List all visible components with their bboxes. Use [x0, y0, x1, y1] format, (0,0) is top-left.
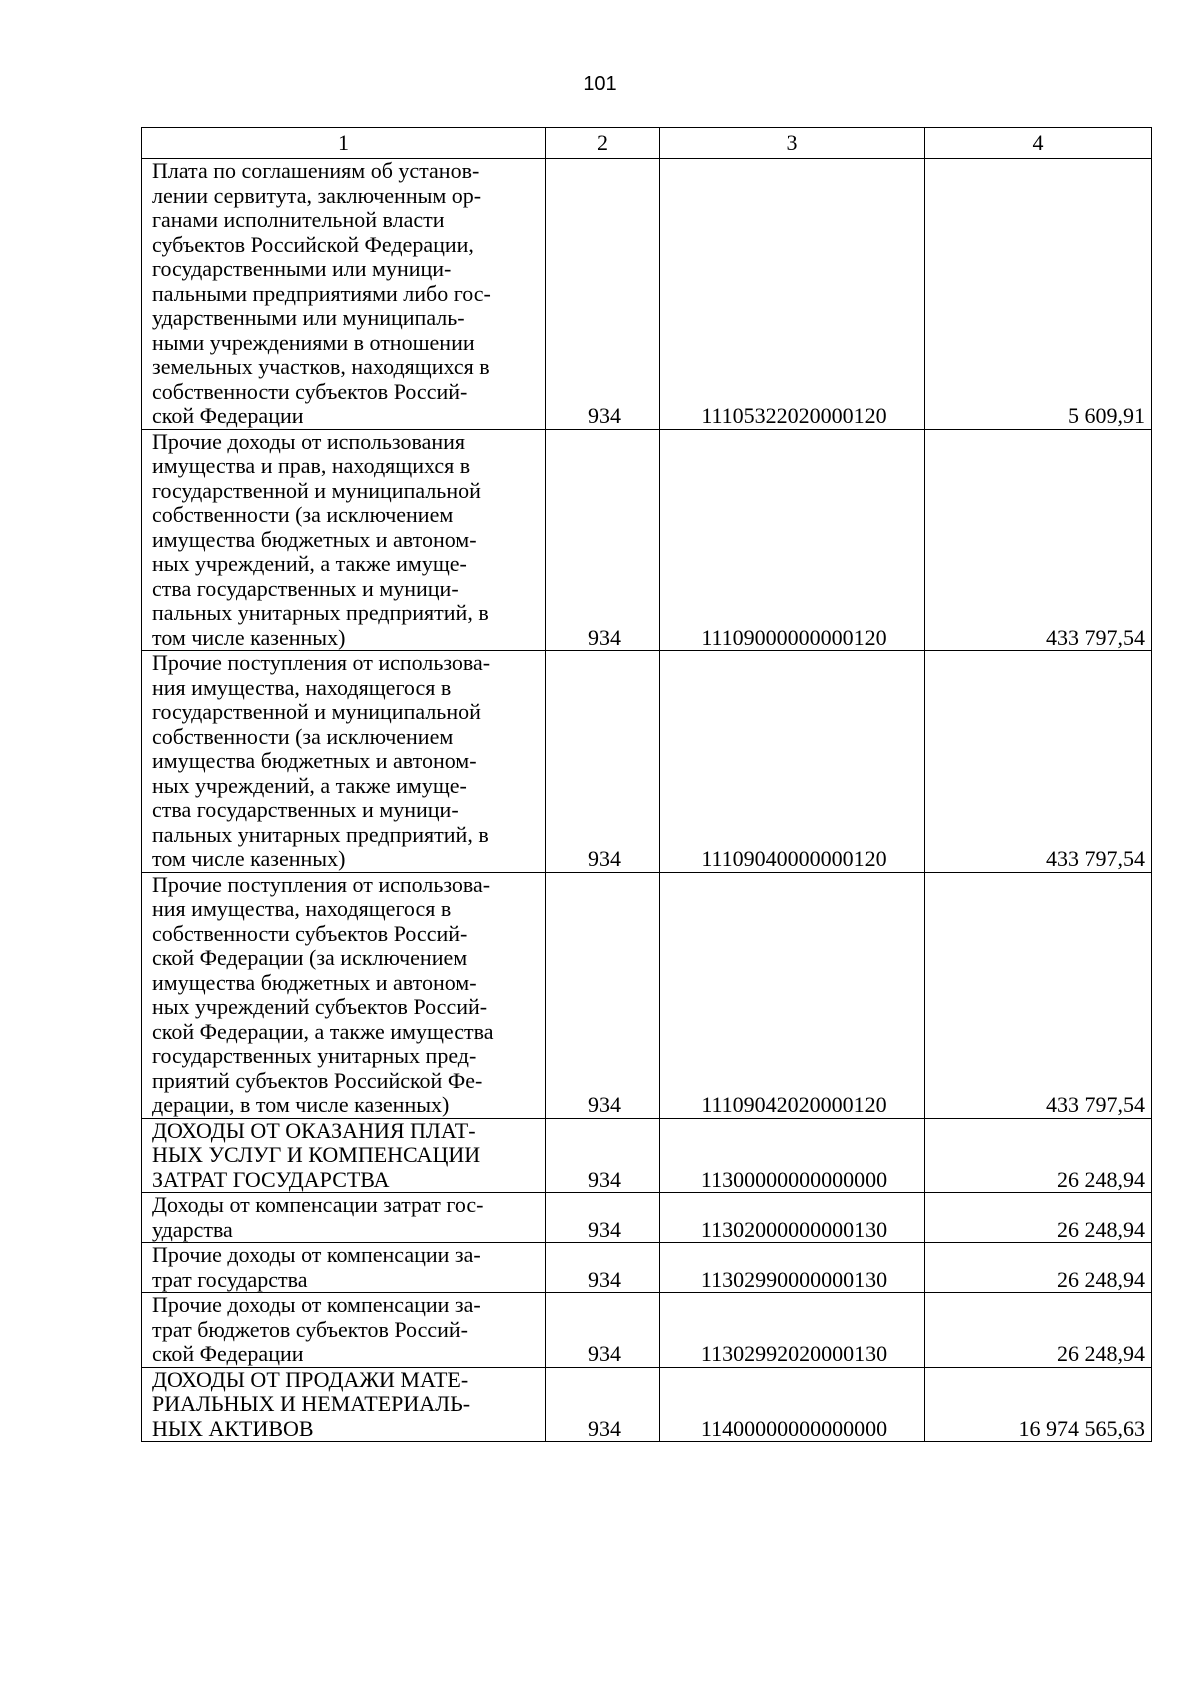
- row-admin-code: 934: [546, 159, 660, 430]
- row-name-cell: [142, 651, 546, 873]
- row-name: Прочие доходы от компенсации за- трат государства: [152, 1242, 481, 1292]
- row-amount: 433 797,54: [925, 651, 1152, 873]
- row-name: ДОХОДЫ ОТ ПРОДАЖИ МАТЕ- РИАЛЬНЫХ И НЕМАТЕРИАЛЬ- НЫХ АКТИВОВ: [152, 1367, 471, 1441]
- row-admin-code: 934: [546, 1367, 660, 1442]
- row-amount: 16 974 565,63: [925, 1367, 1152, 1442]
- row-name: Прочие доходы от компенсации за- трат бюджетов субъектов Россий- ской Федерации: [152, 1292, 481, 1366]
- column-header-2: 2: [546, 128, 660, 159]
- row-name-cell: [142, 1293, 546, 1368]
- table-row: [142, 1118, 1152, 1193]
- row-name-cell: [142, 1118, 546, 1193]
- row-amount: 26 248,94: [925, 1293, 1152, 1368]
- column-header-1: 1: [142, 128, 546, 159]
- row-name-cell: [142, 159, 546, 430]
- row-name-cell: [142, 1243, 546, 1293]
- column-header-4: 4: [925, 128, 1152, 159]
- table-row: [142, 429, 1152, 651]
- row-budget-code: 11300000000000000: [660, 1118, 925, 1193]
- table-row: [142, 1367, 1152, 1442]
- row-amount: 5 609,91: [925, 159, 1152, 430]
- row-budget-code: 11109040000000120: [660, 651, 925, 873]
- column-header-3: 3: [660, 128, 925, 159]
- row-name-cell: [142, 1193, 546, 1243]
- row-admin-code: 934: [546, 651, 660, 873]
- row-amount: 433 797,54: [925, 872, 1152, 1118]
- row-budget-code: 11105322020000120: [660, 159, 925, 430]
- row-budget-code: 11109042020000120: [660, 872, 925, 1118]
- row-admin-code: 934: [546, 1118, 660, 1193]
- row-amount: 26 248,94: [925, 1243, 1152, 1293]
- table-row: [142, 1243, 1152, 1293]
- row-budget-code: 11400000000000000: [660, 1367, 925, 1442]
- row-amount: 433 797,54: [925, 429, 1152, 651]
- row-budget-code: 11302992020000130: [660, 1293, 925, 1368]
- row-name: Доходы от компенсации затрат гос- ударства: [152, 1192, 484, 1242]
- row-name: Прочие поступления от использова- ния имущества, находящегося в государственной и муниципальной собственности (за исключением имущества бюджетных и автоном- ных учреждений, а также имуще- ства государственных и муници- пальных унитарных предприятий, в том числе казенных): [152, 650, 491, 871]
- row-admin-code: 934: [546, 1293, 660, 1368]
- row-name: Прочие поступления от использова- ния имущества, находящегося в собственности субъектов Россий- ской Федерации (за исключением имущества бюджетных и автоном- ных учреждений субъектов Россий- ской Федерации, а также имущества государственных унитарных пред- приятий субъектов Российской Фе- дерации, в том числе казенных): [152, 872, 494, 1117]
- table-body: [142, 128, 1152, 1442]
- row-amount: 26 248,94: [925, 1193, 1152, 1243]
- row-name-cell: [142, 872, 546, 1118]
- table-row: [142, 651, 1152, 873]
- table-row: [142, 159, 1152, 430]
- row-name-cell: [142, 429, 546, 651]
- row-admin-code: 934: [546, 429, 660, 651]
- page-number: 101: [583, 73, 617, 95]
- table-row: [142, 1293, 1152, 1368]
- row-name: ДОХОДЫ ОТ ОКАЗАНИЯ ПЛАТ- НЫХ УСЛУГ И КОМПЕНСАЦИИ ЗАТРАТ ГОСУДАРСТВА: [152, 1118, 481, 1192]
- row-name: Прочие доходы от использования имущества и прав, находящихся в государственной и муниципальной собственности (за исключением имущества бюджетных и автоном- ных учреждений, а также имуще- ства государственных и муници- пальных унитарных предприятий, в том числе казенных): [152, 429, 489, 650]
- row-name: Плата по соглашениям об установ- лении сервитута, заключенным ор- ганами исполнительной власти субъектов Российской Федерации, государственными или муници- пальными предприятиями либо гос- ударственными или муниципаль- ными учреждениями в отношении земельных участков, находящихся в собственности субъектов Россий- ской Федерации: [152, 158, 491, 428]
- table-row: [142, 872, 1152, 1118]
- row-budget-code: 11109000000000120: [660, 429, 925, 651]
- row-budget-code: 11302990000000130: [660, 1243, 925, 1293]
- row-admin-code: 934: [546, 872, 660, 1118]
- row-amount: 26 248,94: [925, 1118, 1152, 1193]
- revenue-table: [141, 127, 1152, 1442]
- row-budget-code: 11302000000000130: [660, 1193, 925, 1243]
- table-row: [142, 1193, 1152, 1243]
- row-admin-code: 934: [546, 1193, 660, 1243]
- table-header-row: [142, 128, 1152, 159]
- row-admin-code: 934: [546, 1243, 660, 1293]
- row-name-cell: [142, 1367, 546, 1442]
